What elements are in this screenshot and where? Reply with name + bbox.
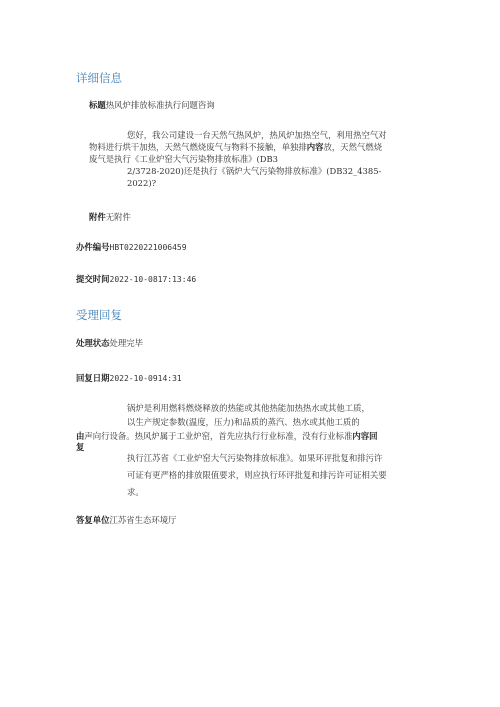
reply-unit-value: 江苏省生态环境厅 [109, 515, 177, 525]
reply-body-line: 执行江苏省《工业炉窑大气污染物排放标准》。如果环评批复和排污许 [127, 453, 383, 463]
title-value: 热风炉排放标准执行问题咨询 [105, 100, 215, 110]
reply-mixed-text: 设备。热风炉属于工业炉窑，首先应执行行业标准，没有行业标准 [109, 431, 353, 441]
reply-content-label: 内容 [352, 431, 370, 441]
content-line: 2022)? [127, 178, 157, 188]
submit-time-value: 2022-10-0817:13:46 [109, 275, 197, 284]
status-row [76, 338, 143, 349]
content-inline-label: 内容 [306, 142, 324, 152]
reply-side-text: 声向行 [84, 431, 110, 441]
title-row [89, 100, 215, 111]
content-line: 物料进行烘干加热，天然气燃烧废气与物料不接触，单独排内容放，天然气燃烧 [89, 142, 383, 152]
reply-unit-label: 答复单位 [76, 515, 110, 525]
reply-date-row [76, 373, 182, 384]
attachment-row [89, 212, 131, 223]
reply-date-value: 2022-10-0914:31 [109, 374, 182, 383]
reply-label: 回 [369, 431, 378, 441]
submit-time-row [76, 274, 196, 285]
attachment-value: 无附件 [105, 212, 131, 222]
reply-body-line: 求。 [127, 487, 144, 497]
reply-body-line: 锅炉是利用燃料燃烧释放的热能或其他热能加热热水或其他工质， [127, 403, 370, 413]
reply-wrap-char: 复 [76, 442, 85, 452]
case-no-value: HBT0220221006459 [109, 243, 187, 252]
reply-unit-row [76, 515, 177, 526]
submit-time-label: 提交时间 [76, 274, 110, 284]
detail-section-title: 详细信息 [76, 71, 122, 85]
reply-section-title: 受理回复 [76, 308, 122, 322]
attachment-label: 附件 [89, 212, 106, 222]
case-no-row [76, 242, 187, 253]
reply-body-line: 可证有更严格的排放限值要求，则应执行环评批复和排污许可证相关要 [127, 470, 387, 480]
case-no-label: 办件编号 [76, 242, 110, 252]
content-line: 2/3728-2020)还是执行《锅炉大气污染物排放标准》(DB32_4385- [127, 166, 382, 176]
status-label: 处理状态 [76, 338, 110, 348]
reply-body-mixed-line [76, 430, 378, 442]
title-label: 标题 [89, 100, 106, 110]
status-value: 处理完毕 [109, 338, 143, 348]
content-line: 您好，我公司建设一台天然气热风炉，热风炉加热空气，利用热空气对 [127, 130, 387, 140]
reply-content-prefix: 由 [76, 431, 85, 441]
reply-body-line: 以生产规定参数(温度，压力)和品质的蒸汽、热水或其他工质的 [127, 417, 360, 427]
reply-date-label: 回复日期 [76, 373, 110, 383]
content-line: 废气是执行《工业炉窑大气污染物排放标准》(DB3 [89, 154, 278, 164]
